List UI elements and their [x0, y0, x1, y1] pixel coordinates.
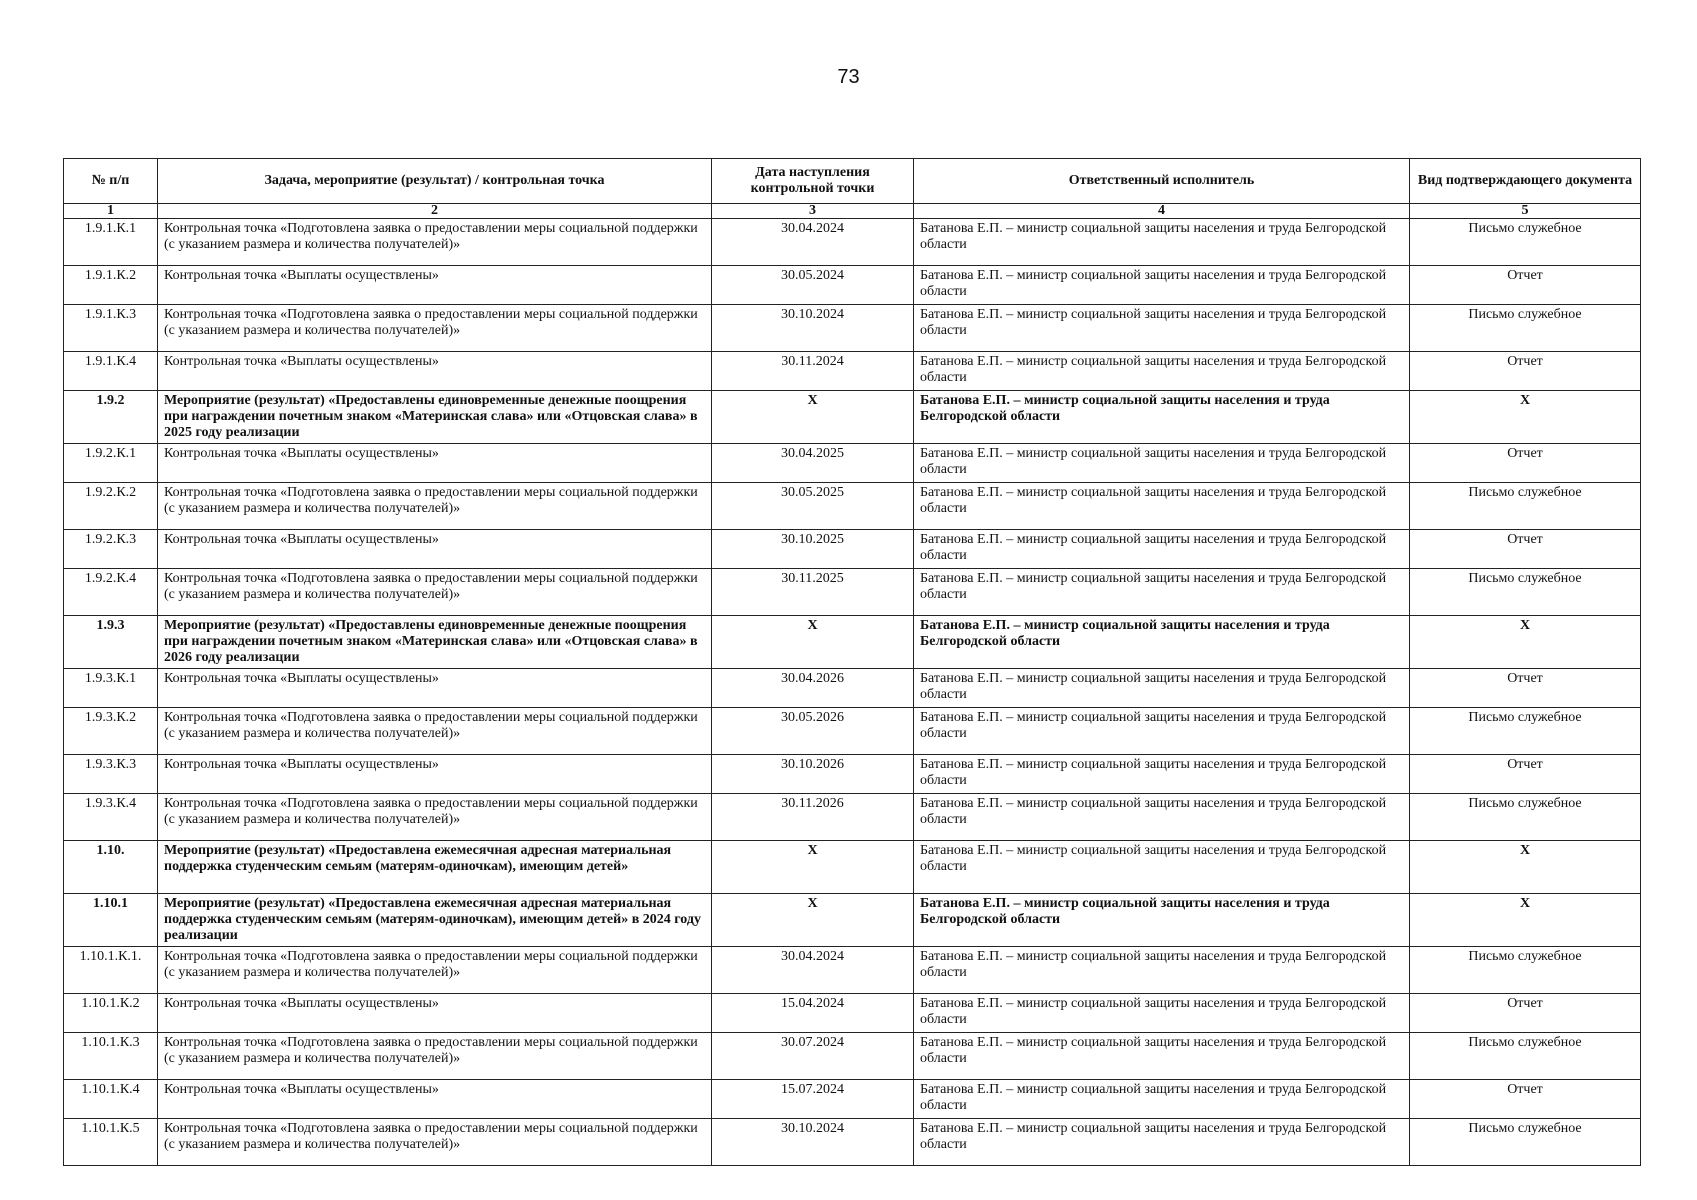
- table-row: [64, 708, 1641, 755]
- row-responsible: Батанова Е.П. – министр социальной защиты населения и труда Белгородской области: [914, 266, 1410, 305]
- row-task: Контрольная точка «Подготовлена заявка о предоставлении меры социальной поддержки (с указанием размера и количества получателей)»: [158, 569, 712, 616]
- row-number: 1.9.1.К.4: [64, 352, 158, 391]
- row-task: Мероприятие (результат) «Предоставлена ежемесячная адресная материальная поддержка студенческим семьям (матерям-одиночкам), имеющим детей»: [158, 841, 712, 894]
- row-document-type: Письмо служебное: [1410, 1033, 1641, 1080]
- table-row: [64, 305, 1641, 352]
- row-date: 30.05.2024: [712, 266, 914, 305]
- header-task: Задача, мероприятие (результат) / контрольная точка: [158, 159, 712, 204]
- table-row: [64, 483, 1641, 530]
- page-number: 73: [837, 66, 860, 88]
- row-date: 30.04.2024: [712, 219, 914, 266]
- row-number: 1.9.3.К.3: [64, 755, 158, 794]
- table-row: [64, 569, 1641, 616]
- row-date: 30.10.2025: [712, 530, 914, 569]
- row-responsible: Батанова Е.П. – министр социальной защиты населения и труда Белгородской области: [914, 794, 1410, 841]
- row-document-type: Письмо служебное: [1410, 1119, 1641, 1166]
- column-number: 2: [158, 204, 712, 219]
- row-number: 1.9.2.К.1: [64, 444, 158, 483]
- row-document-type: Письмо служебное: [1410, 947, 1641, 994]
- row-responsible: Батанова Е.П. – министр социальной защиты населения и труда Белгородской области: [914, 1080, 1410, 1119]
- row-number: 1.9.3.К.1: [64, 669, 158, 708]
- row-task: Мероприятие (результат) «Предоставлена ежемесячная адресная материальная поддержка студенческим семьям (матерям-одиночкам), имеющим детей» в 2024 году реализации: [158, 894, 712, 947]
- activity-row: [64, 894, 1641, 947]
- row-date: 30.04.2025: [712, 444, 914, 483]
- row-date: 30.05.2026: [712, 708, 914, 755]
- column-number: 4: [914, 204, 1410, 219]
- row-number: 1.10.1.К.4: [64, 1080, 158, 1119]
- table-body: [64, 219, 1641, 1166]
- row-task: Контрольная точка «Выплаты осуществлены»: [158, 994, 712, 1033]
- header-num: № п/п: [64, 159, 158, 204]
- row-date: 30.11.2026: [712, 794, 914, 841]
- row-number: 1.9.3: [64, 616, 158, 669]
- row-task: Мероприятие (результат) «Предоставлены единовременные денежные поощрения при награждении почетным знаком «Материнская слава» или «Отцовская слава» в 2025 году реализации: [158, 391, 712, 444]
- row-number: 1.9.3.К.2: [64, 708, 158, 755]
- row-responsible: Батанова Е.П. – министр социальной защиты населения и труда Белгородской области: [914, 841, 1410, 894]
- column-number: 3: [712, 204, 914, 219]
- column-number: 5: [1410, 204, 1641, 219]
- activity-row: [64, 841, 1641, 894]
- row-document-type: Письмо служебное: [1410, 708, 1641, 755]
- header-date: Дата наступления контрольной точки: [712, 159, 914, 204]
- row-number: 1.9.3.К.4: [64, 794, 158, 841]
- row-date: X: [712, 391, 914, 444]
- row-document-type: Письмо служебное: [1410, 483, 1641, 530]
- row-responsible: Батанова Е.П. – министр социальной защиты населения и труда Белгородской области: [914, 352, 1410, 391]
- row-responsible: Батанова Е.П. – министр социальной защиты населения и труда Белгородской области: [914, 616, 1410, 669]
- row-task: Контрольная точка «Подготовлена заявка о предоставлении меры социальной поддержки (с указанием размера и количества получателей)»: [158, 1033, 712, 1080]
- row-task: Контрольная точка «Подготовлена заявка о предоставлении меры социальной поддержки (с указанием размера и количества получателей)»: [158, 305, 712, 352]
- table-header-row: [64, 159, 1641, 204]
- row-task: Контрольная точка «Выплаты осуществлены»: [158, 530, 712, 569]
- row-document-type: Письмо служебное: [1410, 569, 1641, 616]
- row-document-type: Отчет: [1410, 755, 1641, 794]
- row-document-type: Отчет: [1410, 1080, 1641, 1119]
- row-number: 1.10.1.К.2: [64, 994, 158, 1033]
- row-responsible: Батанова Е.П. – министр социальной защиты населения и труда Белгородской области: [914, 530, 1410, 569]
- row-date: 30.10.2024: [712, 305, 914, 352]
- row-responsible: Батанова Е.П. – министр социальной защиты населения и труда Белгородской области: [914, 994, 1410, 1033]
- row-task: Контрольная точка «Подготовлена заявка о предоставлении меры социальной поддержки (с указанием размера и количества получателей)»: [158, 947, 712, 994]
- row-date: 30.10.2026: [712, 755, 914, 794]
- row-document-type: Отчет: [1410, 669, 1641, 708]
- row-document-type: Письмо служебное: [1410, 794, 1641, 841]
- row-date: 30.11.2025: [712, 569, 914, 616]
- row-task: Контрольная точка «Подготовлена заявка о предоставлении меры социальной поддержки (с указанием размера и количества получателей)»: [158, 483, 712, 530]
- row-document-type: X: [1410, 616, 1641, 669]
- row-date: 15.04.2024: [712, 994, 914, 1033]
- table-row: [64, 794, 1641, 841]
- row-document-type: Отчет: [1410, 994, 1641, 1033]
- activity-row: [64, 391, 1641, 444]
- row-task: Мероприятие (результат) «Предоставлены единовременные денежные поощрения при награждении почетным знаком «Материнская слава» или «Отцовская слава» в 2026 году реализации: [158, 616, 712, 669]
- row-task: Контрольная точка «Подготовлена заявка о предоставлении меры социальной поддержки (с указанием размера и количества получателей)»: [158, 219, 712, 266]
- row-date: 30.11.2024: [712, 352, 914, 391]
- row-number: 1.9.1.К.1: [64, 219, 158, 266]
- row-document-type: Письмо служебное: [1410, 305, 1641, 352]
- table-row: [64, 947, 1641, 994]
- row-document-type: Отчет: [1410, 352, 1641, 391]
- column-number-row: [64, 204, 1641, 219]
- table-row: [64, 1033, 1641, 1080]
- row-responsible: Батанова Е.П. – министр социальной защиты населения и труда Белгородской области: [914, 391, 1410, 444]
- row-responsible: Батанова Е.П. – министр социальной защиты населения и труда Белгородской области: [914, 444, 1410, 483]
- row-responsible: Батанова Е.П. – министр социальной защиты населения и труда Белгородской области: [914, 669, 1410, 708]
- table-row: [64, 1119, 1641, 1166]
- row-document-type: Письмо служебное: [1410, 219, 1641, 266]
- table-row: [64, 444, 1641, 483]
- row-document-type: X: [1410, 894, 1641, 947]
- table-row: [64, 219, 1641, 266]
- table-row: [64, 1080, 1641, 1119]
- row-number: 1.10.1.К.5: [64, 1119, 158, 1166]
- row-task: Контрольная точка «Выплаты осуществлены»: [158, 352, 712, 391]
- row-responsible: Батанова Е.П. – министр социальной защиты населения и труда Белгородской области: [914, 569, 1410, 616]
- table-row: [64, 530, 1641, 569]
- row-date: 30.04.2024: [712, 947, 914, 994]
- row-number: 1.10.1: [64, 894, 158, 947]
- row-document-type: Отчет: [1410, 530, 1641, 569]
- control-points-table: [63, 158, 1641, 1166]
- row-date: 15.07.2024: [712, 1080, 914, 1119]
- header-responsible: Ответственный исполнитель: [914, 159, 1410, 204]
- row-number: 1.10.: [64, 841, 158, 894]
- activity-row: [64, 616, 1641, 669]
- row-responsible: Батанова Е.П. – министр социальной защиты населения и труда Белгородской области: [914, 755, 1410, 794]
- row-task: Контрольная точка «Подготовлена заявка о предоставлении меры социальной поддержки (с указанием размера и количества получателей)»: [158, 794, 712, 841]
- row-date: X: [712, 841, 914, 894]
- row-date: 30.04.2026: [712, 669, 914, 708]
- row-task: Контрольная точка «Подготовлена заявка о предоставлении меры социальной поддержки (с указанием размера и количества получателей)»: [158, 708, 712, 755]
- table-row: [64, 994, 1641, 1033]
- table-row: [64, 352, 1641, 391]
- row-task: Контрольная точка «Выплаты осуществлены»: [158, 755, 712, 794]
- row-responsible: Батанова Е.П. – министр социальной защиты населения и труда Белгородской области: [914, 708, 1410, 755]
- row-responsible: Батанова Е.П. – министр социальной защиты населения и труда Белгородской области: [914, 305, 1410, 352]
- row-date: 30.07.2024: [712, 1033, 914, 1080]
- row-date: 30.05.2025: [712, 483, 914, 530]
- column-number: 1: [64, 204, 158, 219]
- row-number: 1.10.1.К.3: [64, 1033, 158, 1080]
- row-task: Контрольная точка «Выплаты осуществлены»: [158, 1080, 712, 1119]
- row-date: X: [712, 894, 914, 947]
- row-task: Контрольная точка «Выплаты осуществлены»: [158, 669, 712, 708]
- row-responsible: Батанова Е.П. – министр социальной защиты населения и труда Белгородской области: [914, 483, 1410, 530]
- row-number: 1.9.2.К.3: [64, 530, 158, 569]
- row-responsible: Батанова Е.П. – министр социальной защиты населения и труда Белгородской области: [914, 219, 1410, 266]
- row-document-type: Отчет: [1410, 266, 1641, 305]
- row-number: 1.9.1.К.2: [64, 266, 158, 305]
- row-responsible: Батанова Е.П. – министр социальной защиты населения и труда Белгородской области: [914, 947, 1410, 994]
- row-number: 1.9.1.К.3: [64, 305, 158, 352]
- row-number: 1.9.2.К.2: [64, 483, 158, 530]
- row-responsible: Батанова Е.П. – министр социальной защиты населения и труда Белгородской области: [914, 1033, 1410, 1080]
- row-document-type: X: [1410, 841, 1641, 894]
- row-task: Контрольная точка «Выплаты осуществлены»: [158, 444, 712, 483]
- table-row: [64, 266, 1641, 305]
- row-number: 1.9.2: [64, 391, 158, 444]
- row-number: 1.10.1.К.1.: [64, 947, 158, 994]
- row-responsible: Батанова Е.П. – министр социальной защиты населения и труда Белгородской области: [914, 1119, 1410, 1166]
- table-row: [64, 669, 1641, 708]
- row-task: Контрольная точка «Выплаты осуществлены»: [158, 266, 712, 305]
- row-task: Контрольная точка «Подготовлена заявка о предоставлении меры социальной поддержки (с указанием размера и количества получателей)»: [158, 1119, 712, 1166]
- row-date: X: [712, 616, 914, 669]
- header-doc: Вид подтверждающего документа: [1410, 159, 1641, 204]
- table-row: [64, 755, 1641, 794]
- row-document-type: X: [1410, 391, 1641, 444]
- row-responsible: Батанова Е.П. – министр социальной защиты населения и труда Белгородской области: [914, 894, 1410, 947]
- row-number: 1.9.2.К.4: [64, 569, 158, 616]
- row-date: 30.10.2024: [712, 1119, 914, 1166]
- row-document-type: Отчет: [1410, 444, 1641, 483]
